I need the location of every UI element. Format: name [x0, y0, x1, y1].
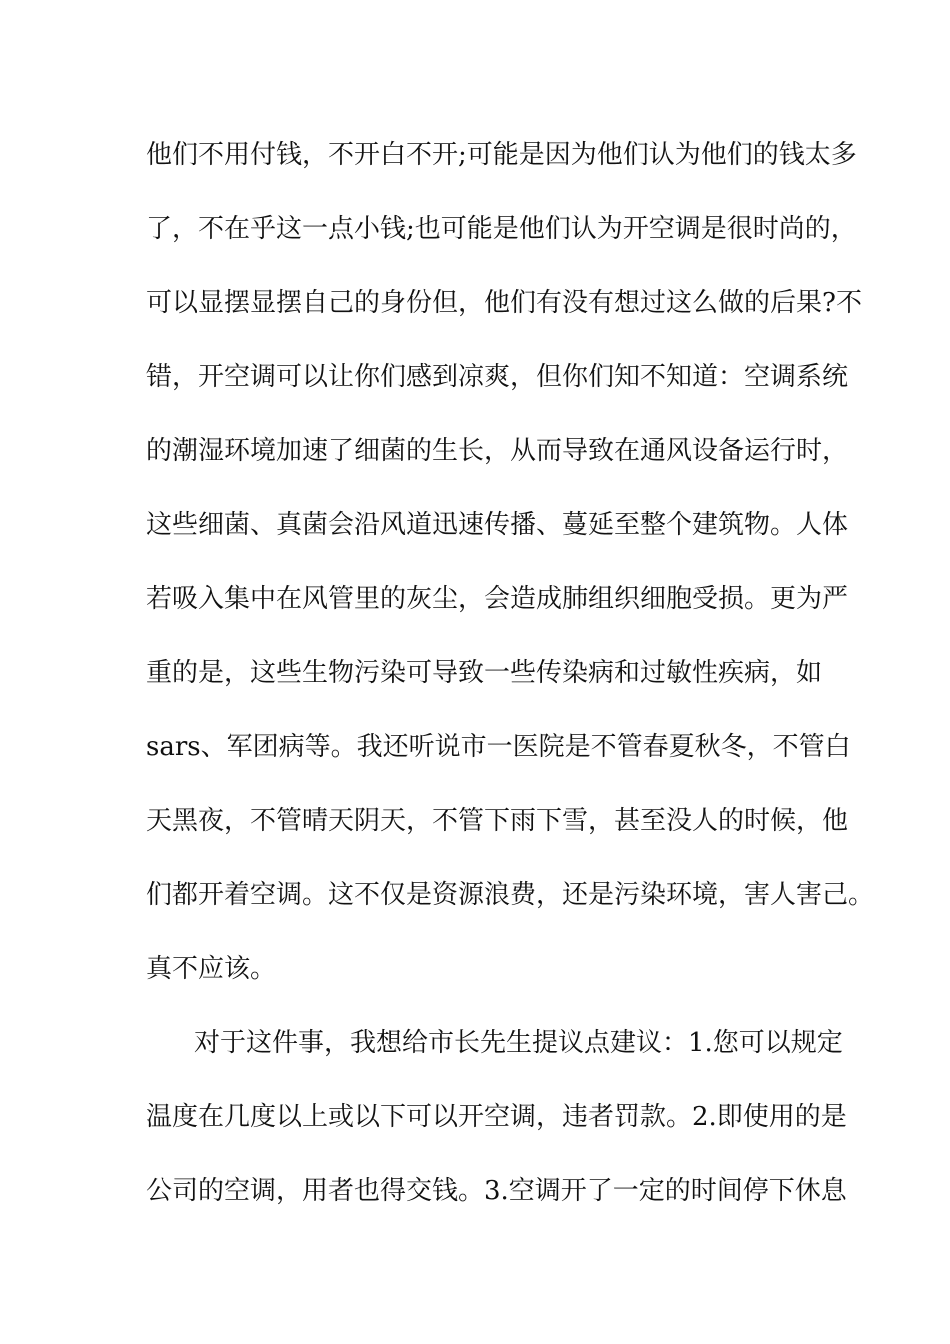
text-line: sars、军团病等。我还听说市一医院是不管春夏秋冬，不管白 — [146, 732, 851, 762]
text-line: 了，不在乎这一点小钱;也可能是他们认为开空调是很时尚的， — [146, 214, 857, 244]
text-line: 们都开着空调。这不仅是资源浪费，还是污染环境，害人害己。 — [146, 880, 875, 910]
text-line: 的潮湿环境加速了细菌的生长，从而导致在通风设备运行时， — [146, 436, 849, 466]
text-line: 天黑夜，不管晴天阴天，不管下雨下雪，甚至没人的时候，他 — [146, 806, 849, 836]
text-line: 若吸入集中在风管里的灰尘，会造成肺组织细胞受损。更为严 — [146, 584, 849, 614]
paragraph-first-line: 对于这件事，我想给市长先生提议点建议：1.您可以规定 — [194, 1028, 843, 1058]
text-line: 他们不用付钱，不开白不开;可能是因为他们认为他们的钱太多 — [146, 140, 857, 170]
text-line: 温度在几度以上或以下可以开空调，违者罚款。2.即使用的是 — [146, 1102, 847, 1132]
text-line: 真不应该。 — [146, 954, 277, 984]
text-line: 可以显摆显摆自己的身份但，他们有没有想过这么做的后果?不 — [146, 288, 862, 318]
text-line: 重的是，这些生物污染可导致一些传染病和过敏性疾病，如 — [146, 658, 823, 688]
text-line: 错，开空调可以让你们感到凉爽，但你们知不知道：空调系统 — [146, 362, 849, 392]
text-line: 这些细菌、真菌会沿风道迅速传播、蔓延至整个建筑物。人体 — [146, 510, 849, 540]
text-line: 公司的空调，用者也得交钱。3.空调开了一定的时间停下休息 — [146, 1176, 847, 1206]
